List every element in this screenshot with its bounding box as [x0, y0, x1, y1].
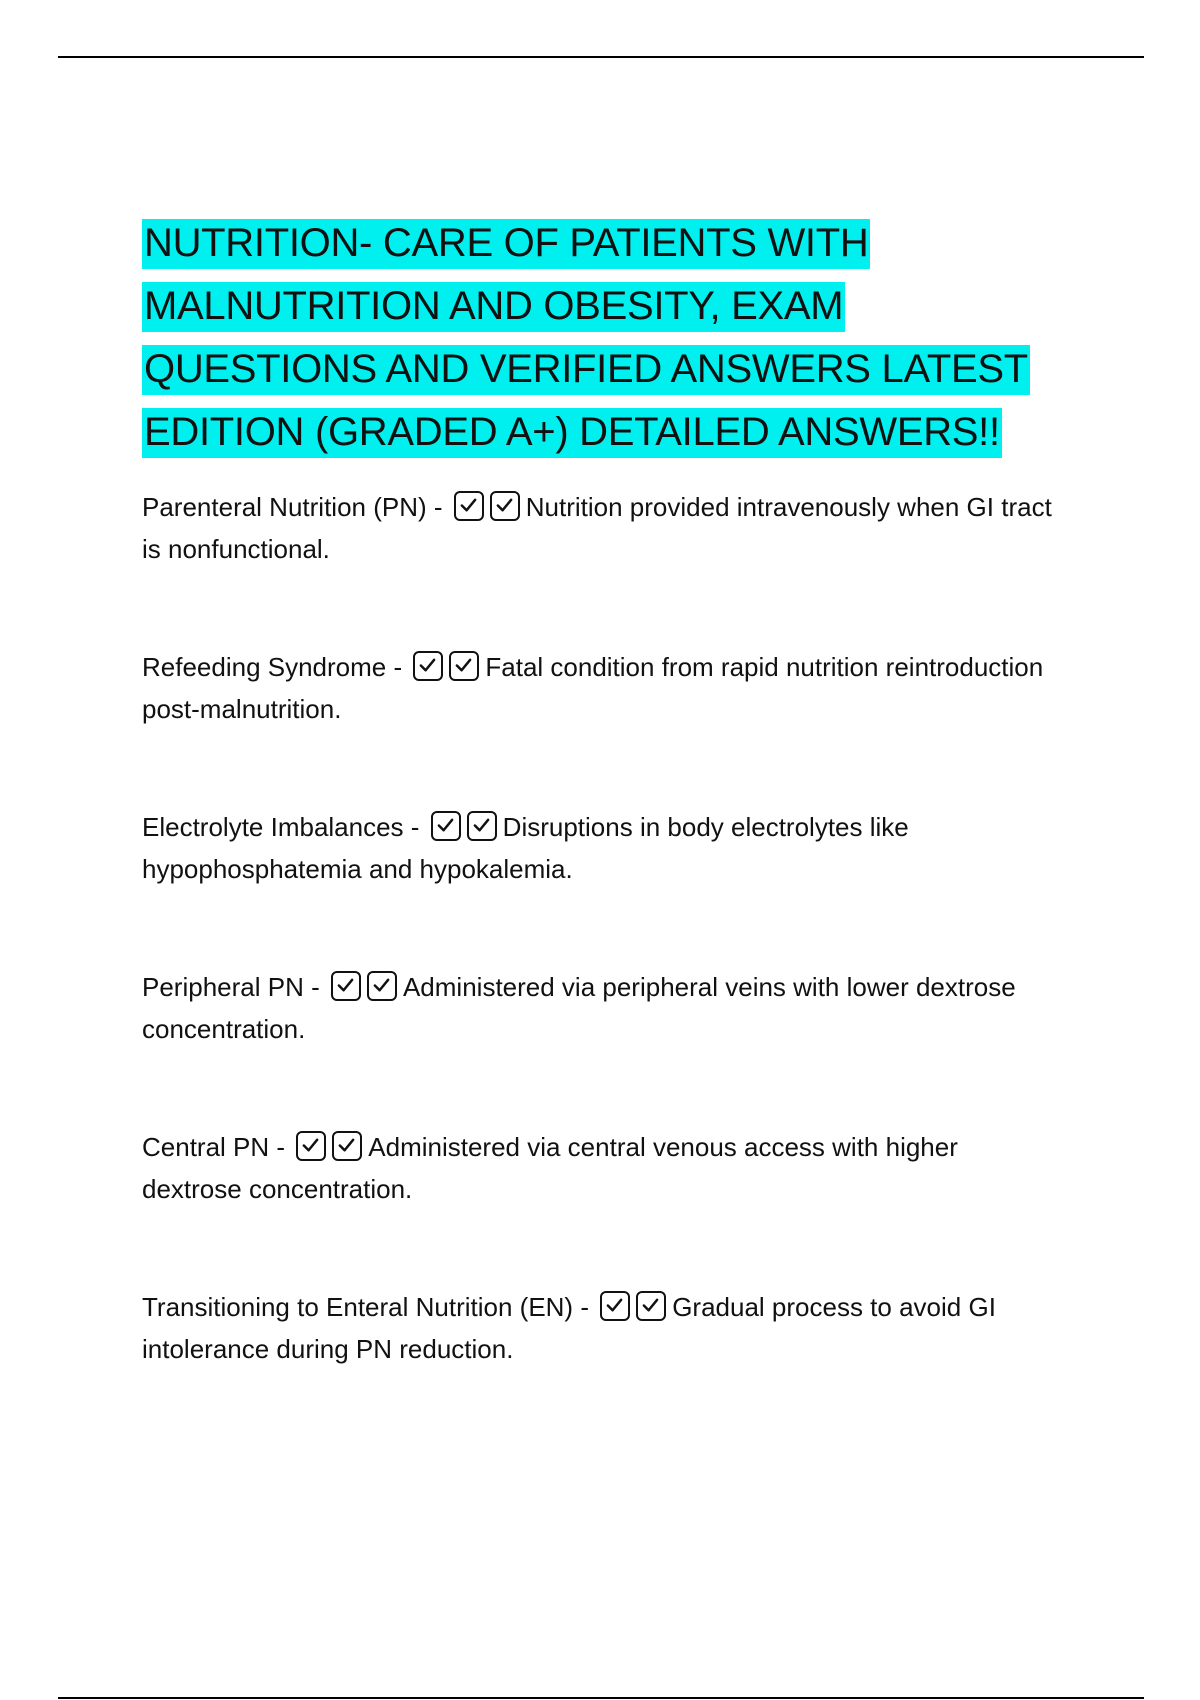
top-rule: [58, 56, 1144, 58]
entry-term: Parenteral Nutrition (PN) -: [142, 492, 450, 522]
checkbox-checked-icon: [454, 491, 484, 521]
checkbox-checked-icon: [490, 491, 520, 521]
document-page: [142, 212, 1062, 1446]
qa-entry: [142, 1286, 1062, 1370]
qa-entry: [142, 486, 1062, 570]
checkbox-checked-icon: [467, 811, 497, 841]
entry-definition: Administered via peripheral veins with lower dextrose concentration.: [142, 972, 1016, 1044]
qa-entry: [142, 1126, 1062, 1210]
entry-definition: Administered via central venous access with higher dextrose concentration.: [142, 1132, 958, 1204]
entry-term: Electrolyte Imbalances -: [142, 812, 427, 842]
qa-list: [142, 486, 1062, 1370]
qa-entry: [142, 806, 1062, 890]
checkbox-checked-icon: [332, 1131, 362, 1161]
entry-term: Peripheral PN -: [142, 972, 327, 1002]
title-highlight: NUTRITION- CARE OF PATIENTS WITH MALNUTRITION AND OBESITY, EXAM QUESTIONS AND VERIFIED ANSWERS LATEST EDITION (GRADED A+) DETAILED ANSWERS!!: [142, 219, 1030, 458]
entry-definition: Fatal condition from rapid nutrition reintroduction post-malnutrition.: [142, 652, 1044, 724]
checkbox-checked-icon: [636, 1291, 666, 1321]
checkbox-checked-icon: [431, 811, 461, 841]
checkbox-checked-icon: [367, 971, 397, 1001]
checkbox-checked-icon: [331, 971, 361, 1001]
entry-definition: Gradual process to avoid GI intolerance during PN reduction.: [142, 1292, 996, 1364]
entry-definition: Disruptions in body electrolytes like hypophosphatemia and hypokalemia.: [142, 812, 909, 884]
qa-entry: [142, 966, 1062, 1050]
checkbox-checked-icon: [296, 1131, 326, 1161]
entry-term: Central PN -: [142, 1132, 293, 1162]
qa-entry: [142, 646, 1062, 730]
checkbox-checked-icon: [449, 651, 479, 681]
document-title: [142, 212, 1062, 464]
checkbox-checked-icon: [413, 651, 443, 681]
checkbox-checked-icon: [600, 1291, 630, 1321]
entry-term: Transitioning to Enteral Nutrition (EN) -: [142, 1292, 597, 1322]
entry-term: Refeeding Syndrome -: [142, 652, 410, 682]
bottom-rule: [58, 1697, 1144, 1699]
entry-definition: Nutrition provided intravenously when GI tract is nonfunctional.: [142, 492, 1052, 564]
